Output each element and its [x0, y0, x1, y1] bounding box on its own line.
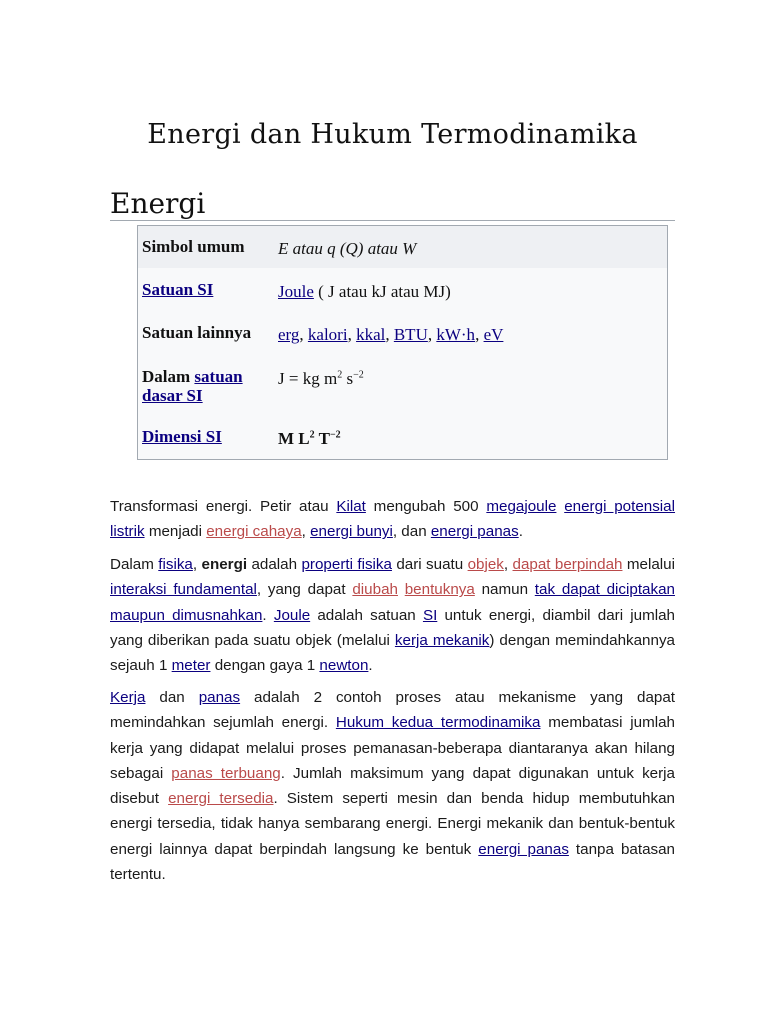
properti-fisika-link[interactable]: properti fisika: [301, 556, 392, 573]
ev-link[interactable]: eV: [483, 325, 504, 344]
tak-dapat-diciptakan-link[interactable]: tak dapat diciptakan maupun dimusnahkan: [110, 581, 675, 624]
dimensi-si-link[interactable]: Dimensi SI: [142, 427, 222, 446]
joule-link[interactable]: Joule: [273, 606, 311, 624]
kalori-link[interactable]: kalori: [307, 325, 348, 344]
energi-panas-link[interactable]: energi panas: [478, 840, 569, 858]
energi-tersedia-link[interactable]: energi tersedia: [168, 790, 274, 808]
kerja-mekanik-link[interactable]: kerja mekanik: [394, 631, 490, 649]
btu-link[interactable]: BTU: [393, 325, 428, 344]
si-link[interactable]: SI: [422, 606, 438, 624]
satuan-si-link[interactable]: Satuan SI: [142, 280, 214, 299]
joule-link[interactable]: Joule: [278, 282, 314, 301]
erg-link[interactable]: erg: [278, 325, 300, 344]
infobox-value: Joule ( J atau kJ atau MJ): [278, 282, 451, 301]
megajoule-link[interactable]: megajoule: [486, 498, 557, 515]
newton-link[interactable]: newton: [319, 657, 369, 675]
satuan-dasar-si-link[interactable]: satuan dasar SI: [142, 367, 243, 405]
bentuknya-link[interactable]: bentuknya: [404, 581, 475, 599]
energi-cahaya-link[interactable]: energi cahaya: [206, 523, 302, 541]
meter-link[interactable]: meter: [171, 657, 211, 675]
infobox-label: Satuan lainnya: [142, 323, 252, 342]
kkal-link[interactable]: kkal: [356, 325, 386, 344]
infobox-row-symbol: [138, 226, 667, 268]
infobox-label: Simbol umum: [142, 237, 245, 256]
section-divider: [110, 220, 675, 221]
infobox-label: Dalam satuan dasar SI: [142, 367, 243, 405]
section-heading: Energi: [110, 187, 206, 220]
kerja-link[interactable]: Kerja: [110, 689, 146, 706]
infobox-value: E atau q (Q) atau W: [278, 239, 417, 258]
energi-bunyi-link[interactable]: energi bunyi: [310, 523, 393, 541]
objek-link[interactable]: objek: [467, 556, 504, 573]
paragraph-definisi: Dalam fisika, energi adalah properti fisika dari suatu objek, dapat berpindah melalui interaksi fundamental, yang dapat diubah bentuknya namun tak dapat diciptakan maupun dimusnahkan. Joule adalah satuan SI untuk energi, diambil dari jumlah yang diberikan pada suatu objek (melalui kerja mekanik) dengan memindahkannya sejauh 1 meter dengan gaya 1 newton.: [110, 556, 675, 675]
fisika-link[interactable]: fisika: [158, 556, 193, 573]
diubah-link[interactable]: diubah: [352, 581, 398, 599]
dapat-berpindah-link[interactable]: dapat berpindah: [512, 556, 623, 573]
kwh-link[interactable]: kW·h: [436, 325, 476, 344]
unit-links: erg, kalori, kkal, BTU, kW·h, eV: [278, 325, 504, 344]
paragraph-transformasi: Transformasi energi. Petir atau Kilat mengubah 500 megajoule energi potensial listrik menjadi energi cahaya, energi bunyi, dan energi panas.: [110, 498, 676, 541]
energi-panas-link[interactable]: energi panas: [430, 523, 519, 541]
document-title: Energi dan Hukum Termodinamika: [147, 119, 638, 150]
energy-infobox: [137, 225, 668, 460]
energi-potensial-listrik-link[interactable]: energi potensial listrik: [110, 498, 676, 541]
hukum-kedua-termodinamika-link[interactable]: Hukum kedua termodinamika: [335, 714, 541, 732]
panas-terbuang-link[interactable]: panas terbuang: [171, 764, 281, 782]
paragraph-kerja-panas: Kerja dan panas adalah 2 contoh proses atau mekanisme yang dapat memindahkan sejumlah energi. Hukum kedua termodinamika membatasi jumlah kerja yang didapat melalui proses pemanasan-beberapa diantaranya akan hilang sebagai panas terbuang. Jumlah maksimum yang dapat digunakan untuk kerja disebut energi tersedia. Sistem seperti mesin dan benda hidup membutuhkan energi tersedia, tidak hanya sembarang energi. Energi mekanik dan bentuk-bentuk energi lainnya dapat berpindah langsung ke bentuk energi panas tanpa batasan tertentu.: [110, 689, 676, 884]
interaksi-fundamental-link[interactable]: interaksi fundamental: [110, 581, 257, 599]
infobox-value: J = kg $m^2$ $s^{-2}$: [278, 369, 364, 388]
kilat-link[interactable]: Kilat: [336, 498, 366, 515]
panas-link[interactable]: panas: [198, 689, 241, 706]
infobox-value: M $L^2$ $T^{-2}$: [278, 429, 341, 448]
